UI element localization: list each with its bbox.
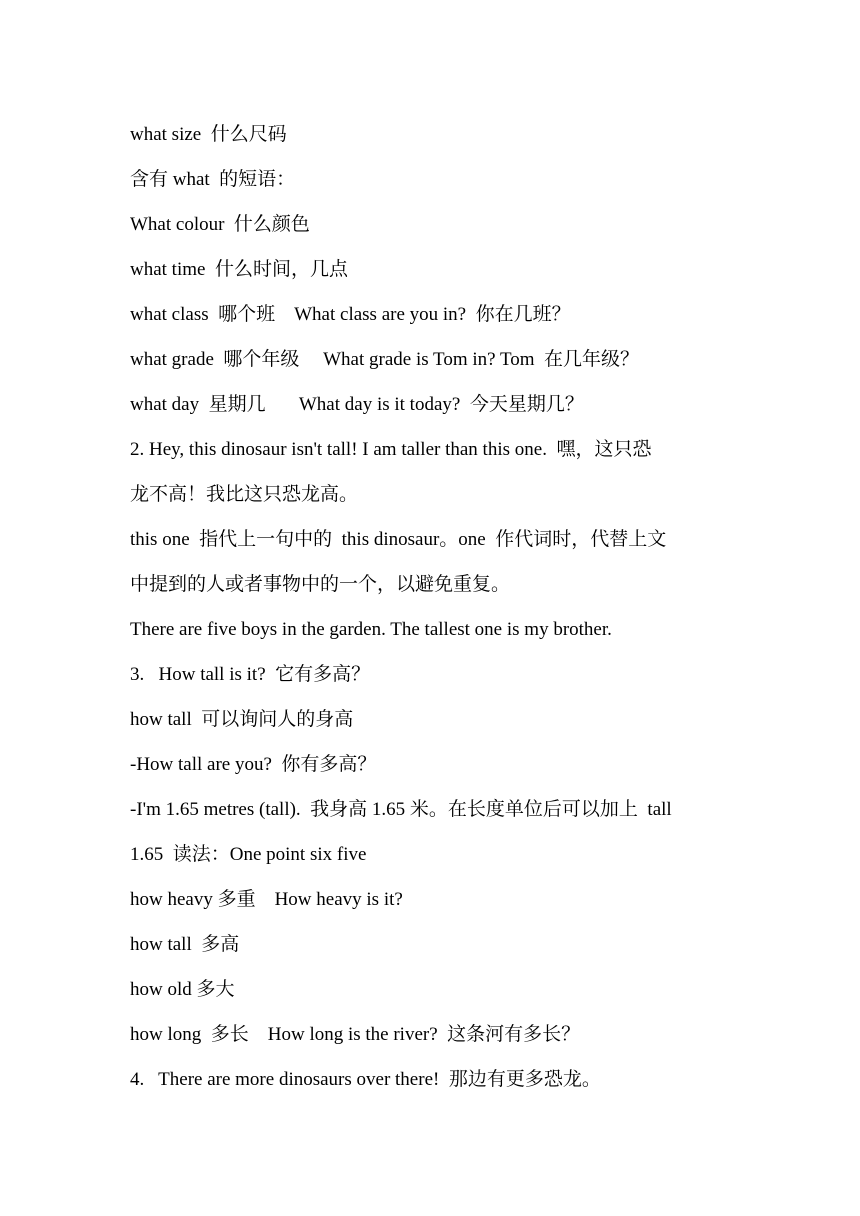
text-line: 3. How tall is it? 它有多高？ — [130, 664, 371, 685]
text-line: this one 指代上一句中的 this dinosaur。one 作代词时，代替上文 — [130, 529, 667, 550]
text-line: -How tall are you? 你有多高？ — [130, 754, 377, 775]
document-body — [130, 112, 740, 1102]
text-line: how long 多长 How long is the river? 这条河有多长？ — [130, 1024, 581, 1045]
text-line: what day 星期几 What day is it today? 今天星期几？ — [130, 394, 584, 415]
text-line: 含有 what 的短语： — [130, 169, 296, 190]
text-line: 龙不高！我比这只恐龙高。 — [130, 484, 359, 505]
text-line: 2. Hey, this dinosaur isn't tall! I am taller than this one. 嘿，这只恐 — [130, 439, 652, 460]
text-line: what class 哪个班 What class are you in? 你在几班？ — [130, 304, 571, 325]
text-line: 中提到的人或者事物中的一个，以避免重复。 — [130, 574, 511, 595]
text-line: -I'm 1.65 metres (tall). 我身高 1.65 米。在长度单位后可以加上 tall — [130, 799, 672, 820]
text-line: what grade 哪个年级 What grade is Tom in? Tom 在几年级？ — [130, 349, 640, 370]
text-line: how tall 可以询问人的身高 — [130, 709, 354, 730]
text-line: 1.65 读法：One point six five — [130, 844, 367, 865]
text-line: how tall 多高 — [130, 934, 240, 955]
text-line: how heavy 多重 How heavy is it? — [130, 889, 403, 910]
text-line: 4. There are more dinosaurs over there! 那边有更多恐龙。 — [130, 1069, 601, 1090]
text-line: There are five boys in the garden. The tallest one is my brother. — [130, 619, 612, 640]
text-line: What colour 什么颜色 — [130, 214, 310, 235]
text-line: what size 什么尺码 — [130, 124, 287, 145]
text-line: what time 什么时间，几点 — [130, 259, 348, 280]
text-line: how old 多大 — [130, 979, 235, 1000]
